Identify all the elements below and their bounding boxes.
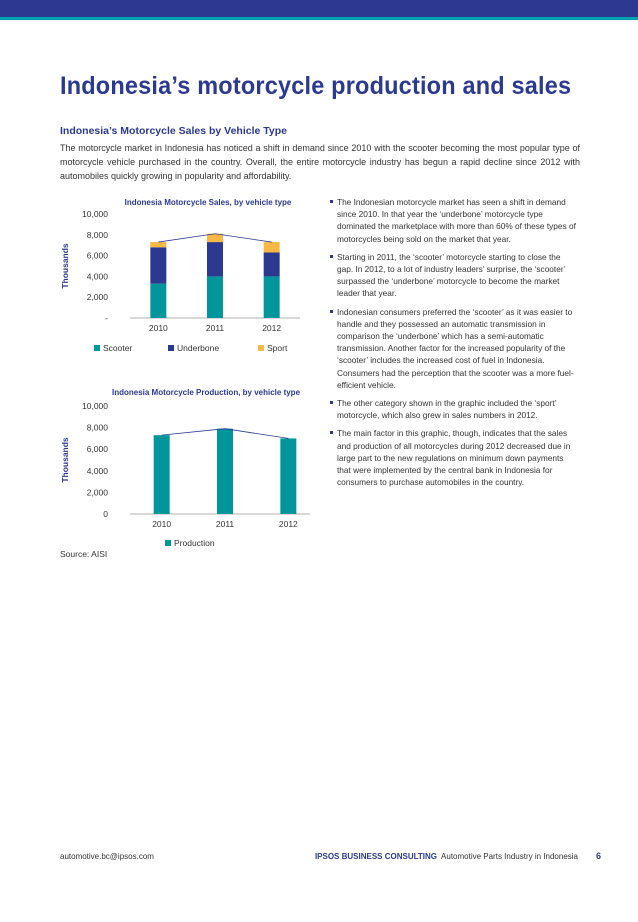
- bullet-text: The Indonesian motorcycle market has seen a shift in demand since 2010. In that year the ‘underbone’ motorcycle type dominated the marketplace with more than 60% of these types of motorcycles being sold on the market that year.: [337, 197, 576, 244]
- bar-segment-underbone: [207, 242, 223, 276]
- y-tick-label: -: [105, 313, 108, 323]
- bullet-item: [330, 397, 578, 421]
- bullet-item: [330, 427, 578, 488]
- legend-label-production: Production: [174, 538, 215, 548]
- bullet-marker: [330, 200, 333, 203]
- x-tick-label: 2010: [148, 323, 168, 333]
- bullet-text: Indonesian consumers preferred the ‘scooter’ as it was easier to handle and they possessed an automatic transmission in comparison the ‘underbone’ which has a semi-automatic transmission. Another factor for the increased popularity of the ‘scooter’ includes the increased cost of fuel in Indonesia. Consumers had the perception that the scooter was a more fuel-efficient vehicle.: [337, 306, 574, 390]
- bullet-text: Starting in 2011, the ‘scooter’ motorcycle starting to close the gap. In 2012, to a lot of industry leaders’ surprise, the ‘scooter’ surpassed the ‘underbone’ motorcycle to become the market leader that year.: [337, 251, 566, 299]
- y-tick-label: 8,000: [86, 422, 108, 433]
- legend-swatch-production: [165, 540, 171, 546]
- y-tick-label: 6,000: [86, 250, 108, 261]
- bar-segment-sport: [207, 234, 223, 242]
- bullet-marker: [330, 431, 333, 434]
- x-tick-label: 2011: [205, 323, 225, 333]
- bar-segment-underbone: [264, 252, 280, 276]
- bullet-item: [330, 251, 578, 300]
- legend-label-sport: Sport: [267, 343, 288, 353]
- bullet-text: The main factor in this graphic, though, indicates that the sales and production of all motorcycles during 2012 decreased due in large part to the new regulations on minimum down payments that were implemented by the central bank in Indonesia for consumers to purchase automobiles in the country.: [337, 428, 571, 488]
- legend-swatch-scooter: [94, 345, 100, 351]
- chart-title: Indonesia Motorcycle Production, by vehicle type: [111, 388, 301, 397]
- y-tick-label: 10,000: [82, 209, 108, 219]
- x-tick-label: 2011: [215, 519, 235, 529]
- chart-title: Indonesia Motorcycle Sales, by vehicle type: [124, 198, 292, 207]
- bullet-text: The other category shown in the graphic included the ‘sport’ motorcycle, which also grew in sales numbers in 2012.: [337, 398, 557, 421]
- bullet-marker: [330, 401, 333, 404]
- footer-brand-block: [315, 852, 578, 861]
- footer-brand: IPSOS BUSINESS CONSULTING: [314, 852, 438, 861]
- bullet-list: [330, 196, 578, 494]
- production-chart: [50, 384, 310, 550]
- bar-segment-sport: [150, 242, 166, 247]
- legend-label-scooter: Scooter: [103, 343, 133, 353]
- legend-swatch-underbone: [168, 345, 174, 351]
- x-tick-label: 2012: [262, 323, 282, 333]
- bar-segment-production: [280, 438, 296, 514]
- bar-segment-sport: [264, 242, 280, 252]
- y-tick-label: 6,000: [86, 444, 108, 455]
- bullet-marker: [330, 310, 333, 313]
- bar-segment-production: [154, 435, 170, 514]
- page-title: Indonesia’s motorcycle production and sales: [60, 72, 572, 100]
- header-bar: [0, 0, 638, 17]
- x-tick-label: 2012: [278, 519, 298, 529]
- x-tick-label: 2010: [152, 519, 172, 529]
- y-tick-label: 0: [103, 509, 108, 519]
- bar-segment-scooter: [264, 276, 280, 318]
- legend-swatch-sport: [258, 345, 264, 351]
- bullet-marker: [330, 255, 333, 258]
- bar-segment-underbone: [150, 247, 166, 283]
- bar-segment-scooter: [207, 276, 223, 318]
- y-tick-label: 2,000: [86, 487, 108, 498]
- source-note: Source: AISI: [60, 549, 108, 559]
- y-axis-title: Thousands: [60, 243, 70, 289]
- y-tick-label: 10,000: [82, 401, 108, 411]
- bullet-item: [330, 196, 578, 245]
- footer-doc-title: Automotive Parts Industry in Indonesia: [441, 852, 578, 861]
- sales-chart: [50, 194, 310, 358]
- y-tick-label: 2,000: [86, 292, 108, 303]
- bar-segment-production: [217, 429, 233, 514]
- intro-paragraph: The motorcycle market in Indonesia has noticed a shift in demand since 2010 with the scooter becoming the most popular type of motorcycle vehicle purchased in the country. Overall, the entire motorcycle industry has begun a rapid decline since 2012 with automobiles quickly growing in popularity and affordability.: [60, 143, 580, 181]
- y-tick-label: 8,000: [86, 229, 108, 240]
- footer-email: automotive.bc@ipsos.com: [60, 852, 154, 861]
- y-axis-title: Thousands: [60, 437, 70, 483]
- bullet-item: [330, 306, 578, 391]
- page-number: 6: [596, 851, 602, 861]
- bar-segment-scooter: [150, 284, 166, 318]
- y-tick-label: 4,000: [86, 465, 108, 476]
- legend-label-underbone: Underbone: [177, 343, 220, 353]
- y-tick-label: 4,000: [86, 271, 108, 282]
- section-subtitle: Indonesia’s Motorcycle Sales by Vehicle Type: [60, 125, 288, 137]
- header-accent-line: [0, 17, 638, 20]
